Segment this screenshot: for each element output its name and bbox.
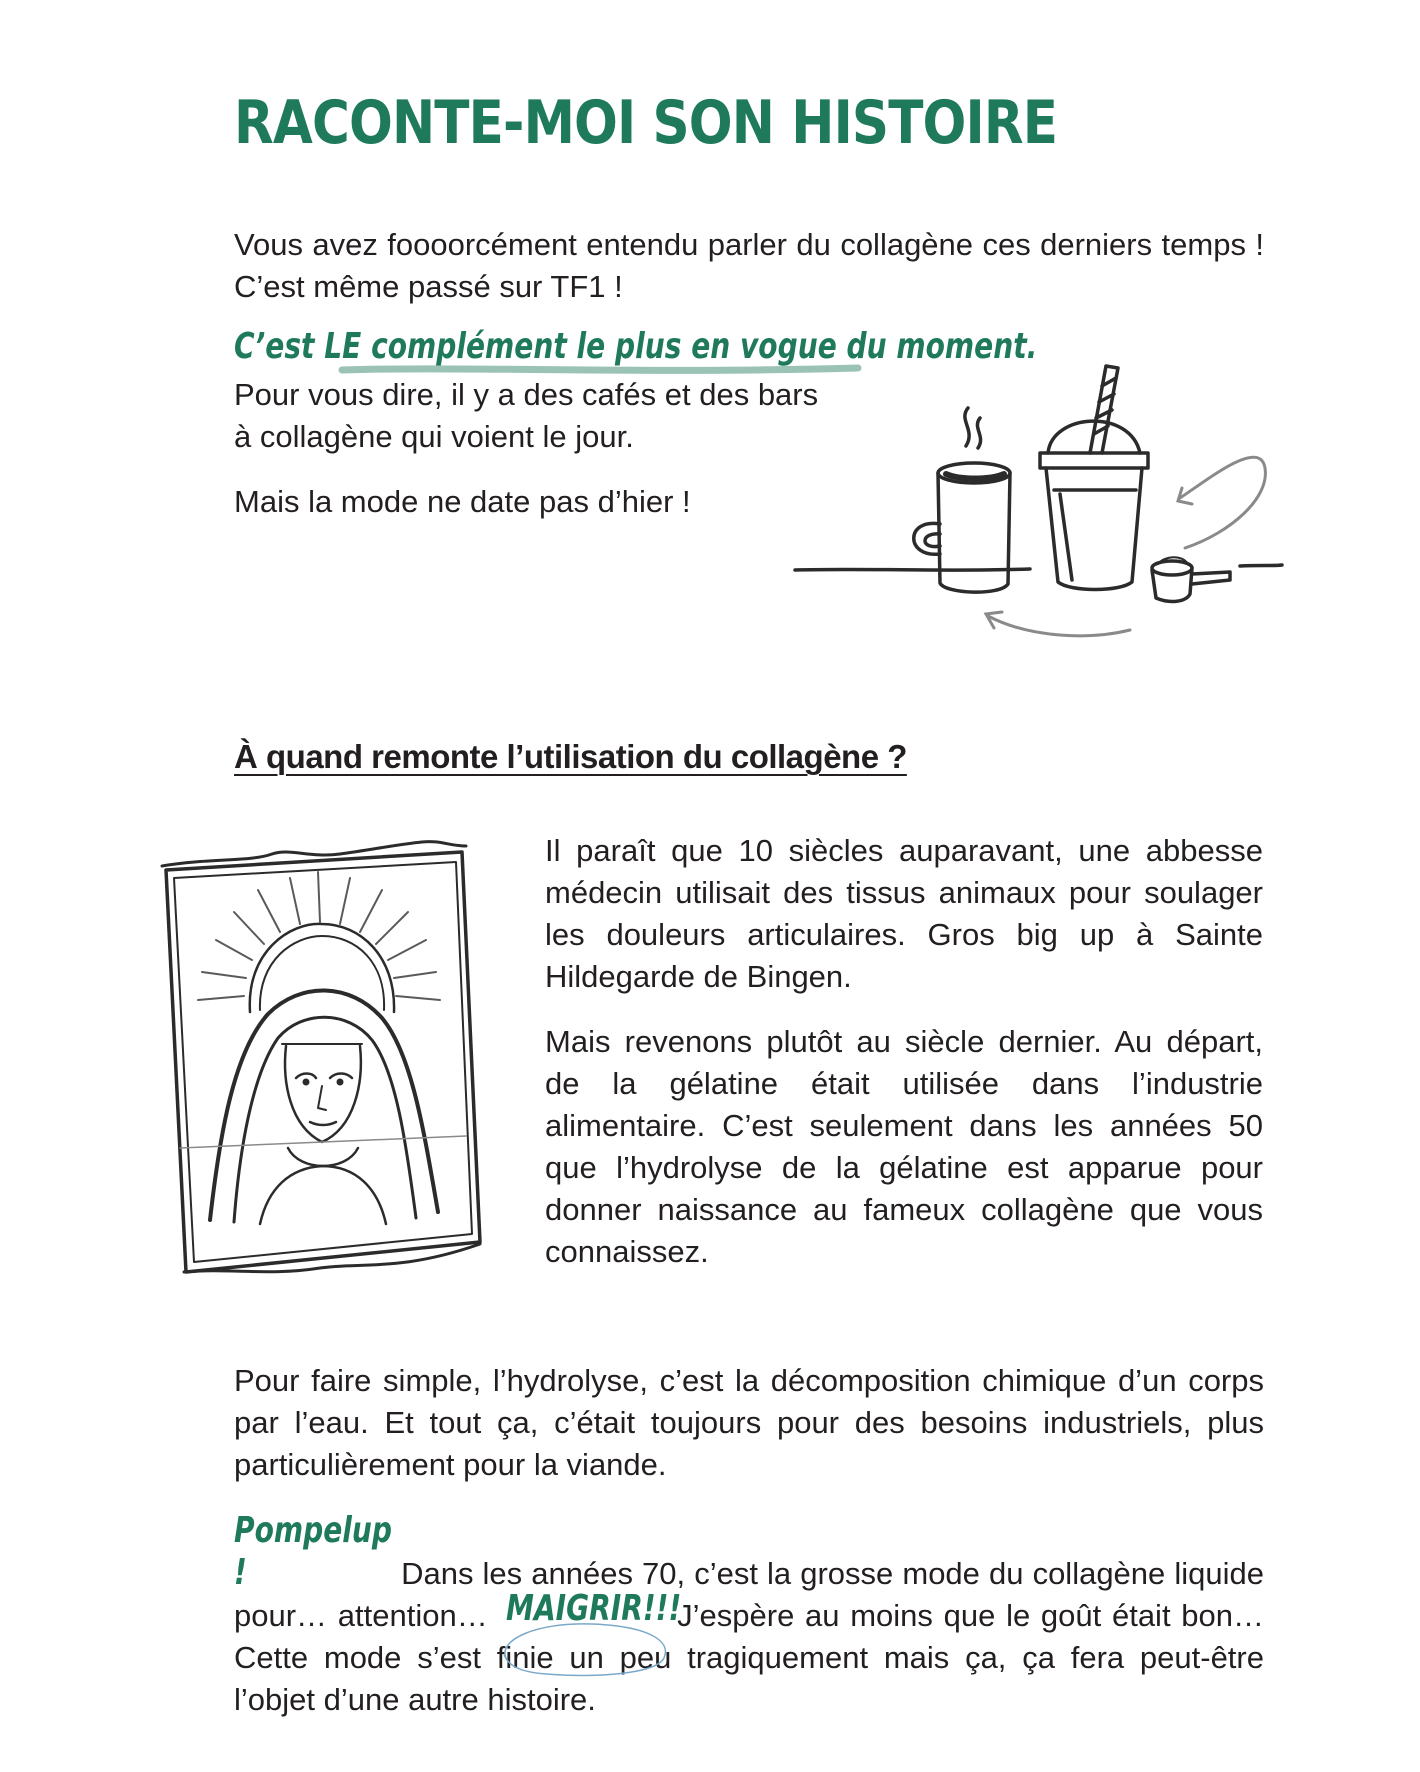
- hydrolysis-paragraph: Pour faire simple, l’hydrolyse, c’est la décomposition chimique d’un corps par l’eau. Et tout ça, c’était toujours pour des besoins industriels, plus particulièrement pour la viande.: [234, 1363, 1264, 1482]
- section-subheading: À quand remonte l’utilisation du collagène ?: [234, 738, 907, 775]
- saint-portrait-illustration: [150, 832, 490, 1282]
- pompelup-exclamation: Pompelup !: [234, 1510, 392, 1593]
- closing-text-part-2: J’espère au moins que le goût était bon… Cette mode s’est finie un peu tragiquement mais ça, ça fera peut-être l’objet d’une autre histoire.: [234, 1598, 1264, 1717]
- page-title: RACONTE-MOI SON HISTOIRE: [234, 88, 1058, 158]
- tagline: C’est LE complément le plus en vogue du moment.: [234, 326, 1038, 367]
- bars-line-1: Pour vous dire, il y a des cafés et des bars: [234, 377, 819, 412]
- century-paragraph: Mais revenons plutôt au siècle dernier. Au départ, de la gélatine était utilisée dans l’industrie alimentaire. C’est seulement dans les années 50 que l’hydrolyse de la gélatine est apparue pour donner naissance au fameux collagène que vous connaissez.: [545, 1024, 1263, 1269]
- bars-line-2: à collagène qui voient le jour.: [234, 419, 634, 454]
- maigrir-word: MAIGRIR!!!: [506, 1588, 682, 1629]
- abbess-paragraph: Il paraît que 10 siècles auparavant, une abbesse médecin utilisait des tissus animaux pour soulager les douleurs articulaires. Gros big up à Sainte Hildegarde de Bingen.: [545, 833, 1263, 994]
- intro-paragraph: Vous avez foooorcément entendu parler du collagène ces derniers temps ! C’est même passé sur TF1 !: [234, 227, 1264, 304]
- mode-line: Mais la mode ne date pas d’hier !: [234, 484, 691, 519]
- drinks-illustration: [790, 358, 1290, 648]
- closing-paragraph: [234, 1510, 1264, 1721]
- closing-text-part-1: Dans les années 70, c’est la grosse mode du collagène liquide pour… attention…: [234, 1556, 1264, 1633]
